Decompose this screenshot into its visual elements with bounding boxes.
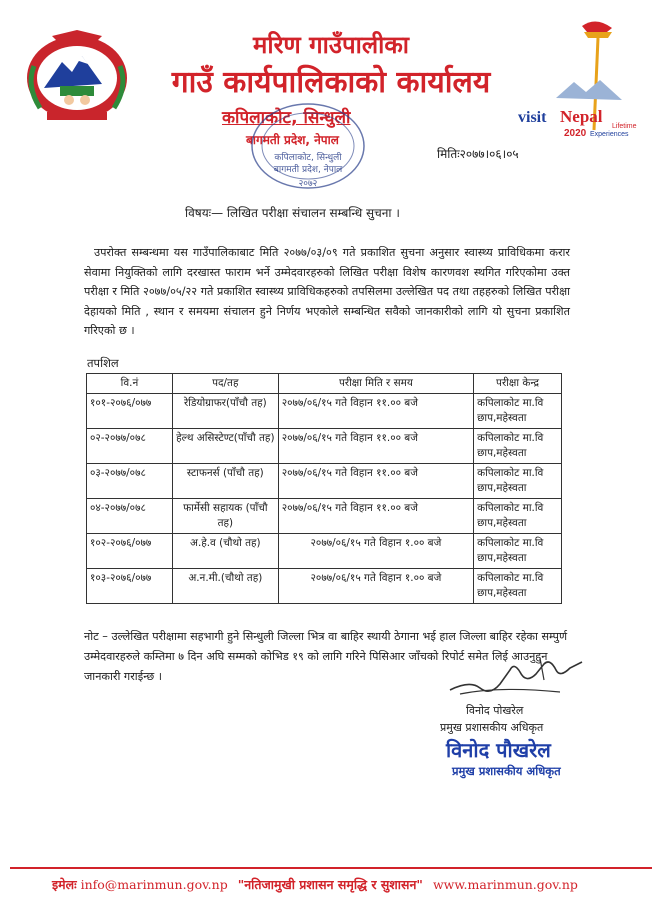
org-address-line: कपिलाकोट, सिन्धुली bbox=[222, 108, 351, 128]
cell-post: फार्मेसी सहायक (पाँचौ तह) bbox=[172, 499, 278, 534]
stamp-line-2: बागमती प्रदेश, नेपाल bbox=[273, 165, 343, 175]
cell-post: स्टाफनर्स (पाँचौ तह) bbox=[172, 464, 278, 499]
table-row bbox=[87, 394, 562, 429]
cell-post: रेडियोग्राफर(पाँचौ तह) bbox=[172, 394, 278, 429]
cell-center: कपिलाकोट मा.वि छाप,महेस्वता bbox=[474, 569, 562, 604]
cell-center: कपिलाकोट मा.वि छाप,महेस्वता bbox=[474, 394, 562, 429]
cell-date-time: २०७७/०६/१५ गते विहान ११.०० बजे bbox=[278, 464, 473, 499]
cell-serial: १०२-२०७६/०७७ bbox=[87, 534, 173, 569]
letter-subject: विषयः— लिखित परीक्षा संचालन सम्बन्धि सुचना । bbox=[185, 206, 400, 220]
date-value: २०७७।०६।०५ bbox=[459, 147, 519, 161]
footer-website-link[interactable]: www.marinmun.gov.np bbox=[432, 877, 578, 892]
cell-date-time: २०७७/०६/१५ गते विहान ११.०० बजे bbox=[278, 429, 473, 464]
cell-center: कपिलाकोट मा.वि छाप,महेस्वता bbox=[474, 499, 562, 534]
lifetime-text: Lifetime bbox=[612, 123, 637, 130]
cell-date-time: २०७७/०६/१५ गते विहान १.०० बजे bbox=[278, 569, 473, 604]
footer-email-link[interactable]: info@marinmun.gov.np bbox=[80, 877, 228, 892]
stamp-line-1: कपिलाकोट, सिन्धुली bbox=[274, 153, 342, 163]
header-center: परीक्षा केन्द्र bbox=[474, 374, 562, 394]
letter-date bbox=[437, 145, 519, 162]
cell-post: हेल्थ असिस्टेण्ट(पाँचौ तह) bbox=[172, 429, 278, 464]
table-row bbox=[87, 464, 562, 499]
cell-serial: १०१-२०७६/०७७ bbox=[87, 394, 173, 429]
footer-email-label: इमेलः bbox=[52, 877, 77, 892]
notice-body: उपरोक्त सम्बन्धमा यस गाउँपालिकाबाट मिति २०७७/०३/०९ गते प्रकाशित सुचना अनुसार स्वास्थ्य प्राविधिकमा करार सेवामा नियुक्तिको लागि दरखास्त फाराम भर्ने उम्मेदवारहरुको लिखित परीक्षा विशेष कारणवश स्थगित गरिएकोमा उक्त परीक्षा र मिति २०७७/०५/२२ गते प्रकाशित स्वास्थ्य प्राविधिकहरुको तपसिलमा उल्लेखित पद तथा तहहरुको लिखित परीक्षा देहायको मिति , स्थान र समयमा संचालन हुने निर्णय भएकोले सम्बन्धित सवैको जानकारीको लागि यो सुचना प्रकाशित गरिएको छ । bbox=[84, 246, 570, 337]
cell-post: अ.न.मी.(चौथो तह) bbox=[172, 569, 278, 604]
handwritten-signature bbox=[440, 650, 590, 702]
cell-date-time: २०७७/०६/१५ गते विहान १.०० बजे bbox=[278, 534, 473, 569]
cell-serial: १०३-२०७६/०७७ bbox=[87, 569, 173, 604]
nepal-text: Nepal bbox=[560, 107, 603, 126]
cell-date-time: २०७७/०६/१५ गते विहान ११.०० बजे bbox=[278, 394, 473, 429]
signature-stamp-name: विनोद पौखरेल bbox=[446, 738, 551, 762]
org-name-line1: मरिण गाउँपालीका bbox=[253, 31, 409, 59]
cell-center: कपिलाकोट मा.वि छाप,महेस्वता bbox=[474, 464, 562, 499]
experiences-text: Experiences bbox=[590, 131, 629, 138]
details-heading: तपशिल bbox=[87, 356, 119, 370]
visit-text: visit bbox=[518, 109, 547, 126]
footer-slogan: "नतिजामुखी प्रशासन समृद्धि र सुशासन" bbox=[237, 877, 423, 892]
table-row bbox=[87, 429, 562, 464]
table-row bbox=[87, 499, 562, 534]
org-name-line2: गाउँ कार्यपालिकाको कार्यालय bbox=[171, 65, 491, 100]
office-seal-stamp bbox=[248, 100, 368, 192]
signature-stamp-title: प्रमुख प्रशासकीय अधिकृत bbox=[452, 764, 561, 778]
header-serial: वि.नं bbox=[87, 374, 173, 394]
signer-name: विनोद पोखरेल bbox=[466, 704, 524, 717]
table-header-row bbox=[87, 374, 562, 394]
cell-date-time: २०७७/०६/१५ गते विहान ११.०० बजे bbox=[278, 499, 473, 534]
org-province-line: बागमती प्रदेश, नेपाल bbox=[246, 133, 339, 147]
header-date-time: परीक्षा मिति र समय bbox=[278, 374, 473, 394]
cell-post: अ.हे.व (चौथो तह) bbox=[172, 534, 278, 569]
signer-title: प्रमुख प्रशासकीय अधिकृत bbox=[440, 721, 544, 734]
cell-center: कपिलाकोट मा.वि छाप,महेस्वता bbox=[474, 534, 562, 569]
table-row bbox=[87, 534, 562, 569]
cell-center: कपिलाकोट मा.वि छाप,महेस्वता bbox=[474, 429, 562, 464]
footer-contact bbox=[52, 876, 578, 893]
cell-serial: ०३-२०७७/०७८ bbox=[87, 464, 173, 499]
header-post: पद/तह bbox=[172, 374, 278, 394]
exam-schedule-table bbox=[86, 373, 562, 604]
year-text: 2020 bbox=[564, 128, 587, 138]
footer-divider bbox=[10, 867, 652, 869]
date-label: मितिः bbox=[437, 147, 460, 161]
stamp-line-3: २०७२ bbox=[298, 179, 318, 189]
notice-note: नोट – उल्लेखित परीक्षामा सहभागी हुने सिन्धुली जिल्ला भित्र वा बाहिर स्थायी ठेगाना भई हाल जिल्ला बाहिर रहेका सम्पुर्ण उम्मेदवारहरुले कम्तिमा ७ दिन अघि सम्मको कोभिड १९ को लागि गरिने पिसिआर जाँचको रिपोर्ट समेत लिई आउनुहुन जानकारी गराईन्छ । bbox=[84, 630, 568, 683]
cell-serial: ०४-२०७७/०७८ bbox=[87, 499, 173, 534]
cell-serial: ०२-२०७७/०७८ bbox=[87, 429, 173, 464]
table-row bbox=[87, 569, 562, 604]
